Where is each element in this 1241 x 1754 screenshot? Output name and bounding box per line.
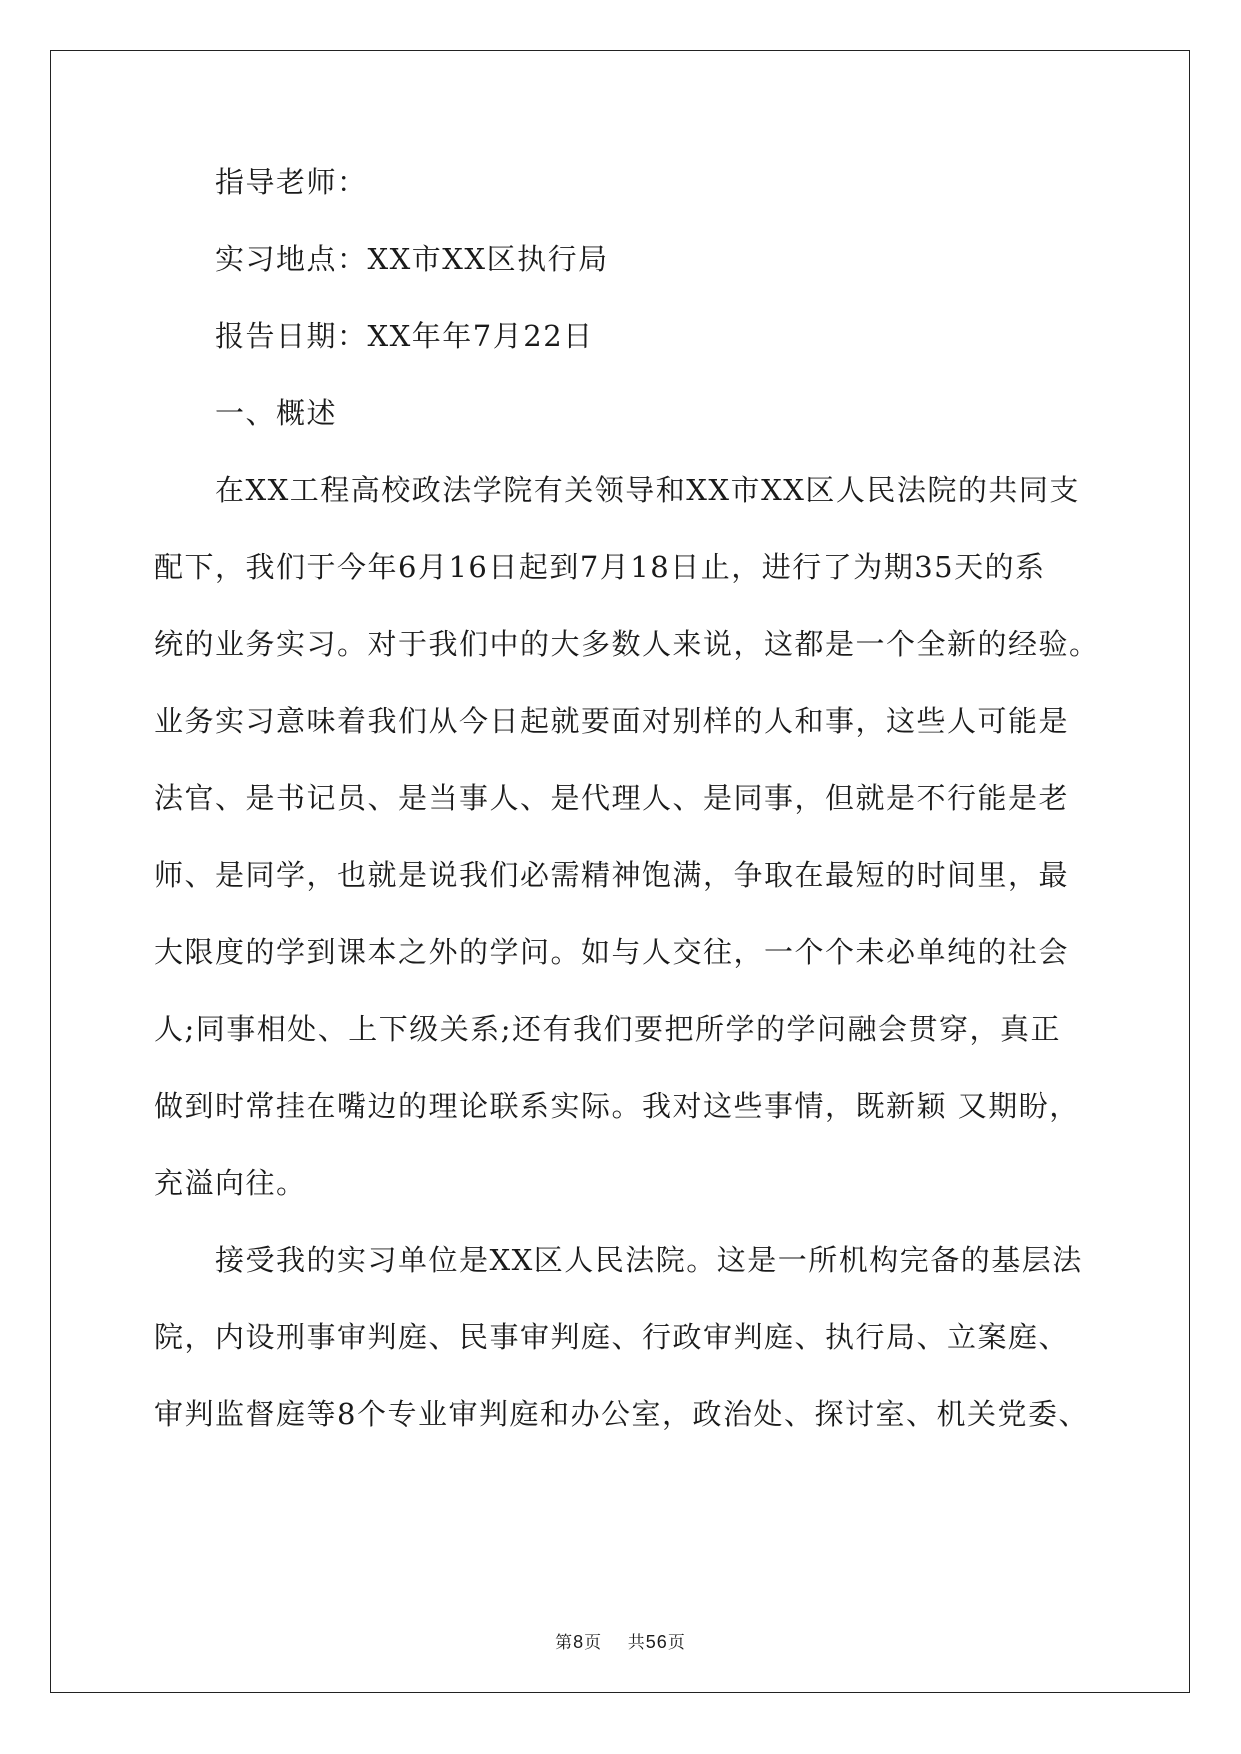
total-prefix: 共 bbox=[627, 1633, 646, 1653]
page-footer bbox=[0, 1632, 1241, 1653]
paragraph-line: 业务实习意味着我们从今日起就要面对别样的人和事，这些人可能是 bbox=[154, 704, 1070, 738]
paragraph-line: 在XX工程高校政法学院有关领导和XX市XX区人民法院的共同支 bbox=[215, 473, 1080, 507]
total-pages: 56 bbox=[645, 1632, 668, 1652]
section-heading: 一、概述 bbox=[215, 396, 338, 430]
paragraph-line: 人;同事相处、上下级关系;还有我们要把所学的学问融会贯穿，真正 bbox=[154, 1012, 1062, 1046]
document-body bbox=[154, 165, 1100, 1477]
paragraph-line: 配下，我们于今年6月16日起到7月18日止，进行了为期35天的系 bbox=[154, 550, 1046, 584]
advisor-line: 指导老师： bbox=[215, 165, 368, 199]
paragraph-line: 院，内设刑事审判庭、民事审判庭、行政审判庭、执行局、立案庭、 bbox=[154, 1320, 1070, 1354]
paragraph-line: 大限度的学到课本之外的学问。如与人交往，一个个未必单纯的社会 bbox=[154, 935, 1070, 969]
paragraph-line: 师、是同学，也就是说我们必需精神饱满，争取在最短的时间里，最 bbox=[154, 858, 1070, 892]
paragraph-line: 统的业务实习。对于我们中的大多数人来说，这都是一个全新的经验。 bbox=[154, 627, 1100, 661]
paragraph-line: 做到时常挂在嘴边的理论联系实际。我对这些事情，既新颖 又期盼， bbox=[154, 1089, 1080, 1123]
report-date-line: 报告日期：XX年年7月22日 bbox=[215, 319, 594, 353]
location-line: 实习地点：XX市XX区执行局 bbox=[215, 242, 609, 276]
paragraph-line: 充溢向往。 bbox=[154, 1166, 307, 1200]
page-number: 8 bbox=[573, 1632, 585, 1652]
page-suffix: 页 bbox=[584, 1633, 603, 1653]
page-prefix: 第 bbox=[555, 1633, 574, 1653]
paragraph-line: 审判监督庭等8个专业审判庭和办公室，政治处、探讨室、机关党委、 bbox=[154, 1397, 1089, 1431]
total-suffix: 页 bbox=[667, 1633, 686, 1653]
paragraph-line: 法官、是书记员、是当事人、是代理人、是同事，但就是不行能是老 bbox=[154, 781, 1070, 815]
paragraph-line: 接受我的实习单位是XX区人民法院。这是一所机构完备的基层法 bbox=[215, 1243, 1083, 1277]
